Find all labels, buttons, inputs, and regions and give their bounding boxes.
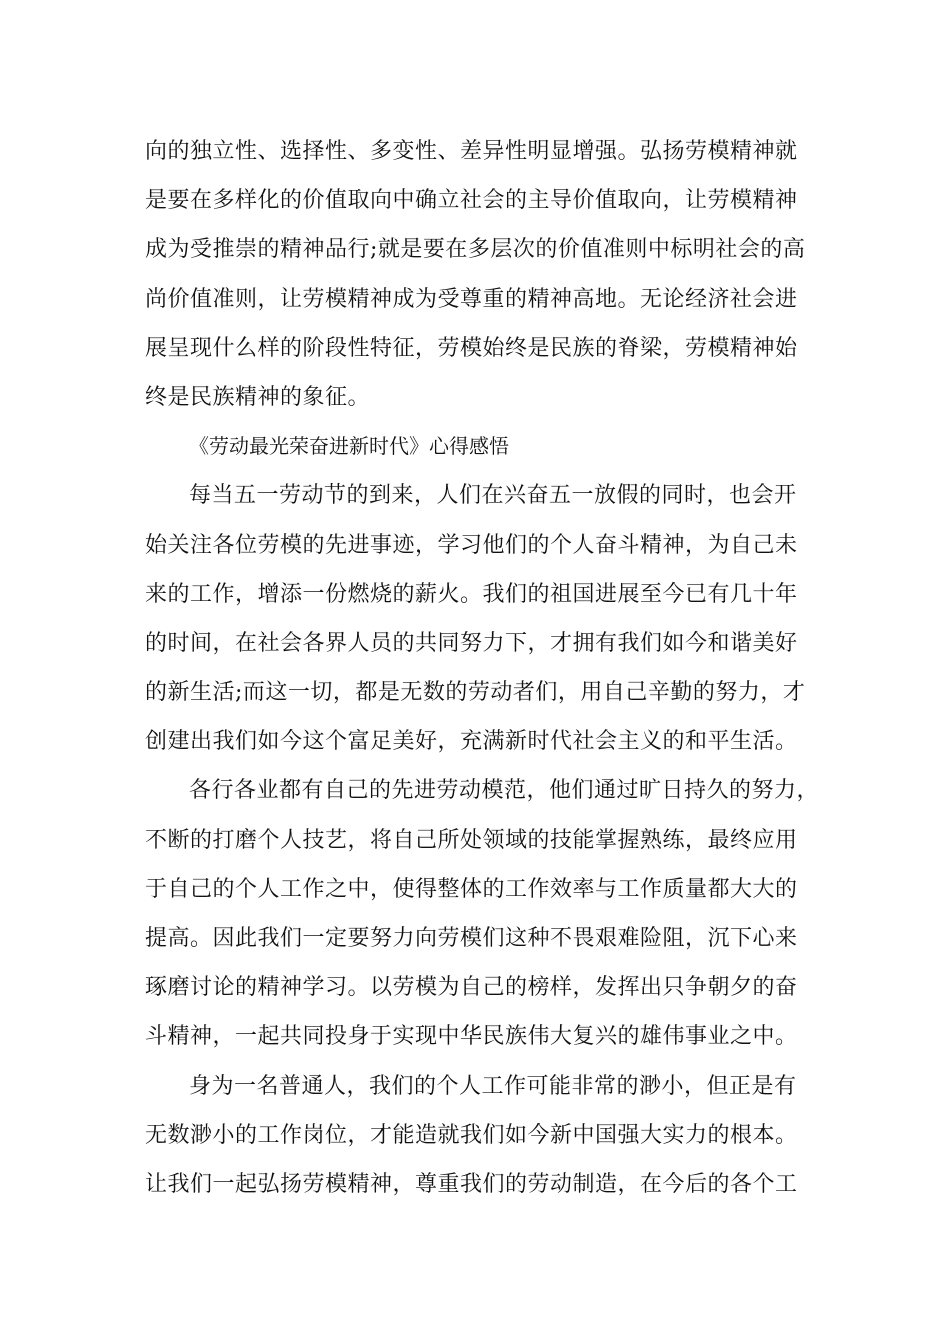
text-line: 提高。因此我们一定要努力向劳模们这种不畏艰难险阻，沉下心来 — [145, 926, 798, 951]
document-body — [145, 127, 835, 1209]
text-line: 每当五一劳动节的到来，人们在兴奋五一放假的同时，也会开 — [189, 483, 797, 509]
text-line: 是要在多样化的价值取向中确立社会的主导价值取向，让劳模精神 — [145, 188, 798, 214]
text-line: 的新生活;而这一切，都是无数的劳动者们，用自己辛勤的努力，才 — [145, 680, 806, 706]
text-line: 成为受推崇的精神品行;就是要在多层次的价值准则中标明社会的高 — [145, 237, 806, 263]
text-line: 不断的打磨个人技艺，将自己所处领域的技能掌握熟练，最终应用 — [145, 827, 798, 853]
text-line: 创建出我们如今这个富足美好，充满新时代社会主义的和平生活。 — [145, 729, 798, 755]
text-line: 展呈现什么样的阶段性特征，劳模始终是民族的脊梁，劳模精神始 — [145, 335, 798, 361]
text-line: 让我们一起弘扬劳模精神，尊重我们的劳动制造，在今后的各个工 — [145, 1171, 798, 1197]
text-line: 来的工作，增添一份燃烧的薪火。我们的祖国进展至今已有几十年 — [145, 581, 798, 607]
paragraph-may-day — [145, 471, 835, 766]
text-line: 琢磨讨论的精神学习。以劳模为自己的榜样，发挥出只争朝夕的奋 — [145, 975, 798, 1001]
paragraph-model-workers — [145, 766, 835, 1061]
section-title: 《劳动最光荣奋进新时代》心得感悟 — [189, 434, 509, 459]
paragraph-ordinary-people — [145, 1062, 835, 1210]
text-line: 终是民族精神的象征。 — [145, 384, 371, 410]
paragraph-continuation — [145, 127, 835, 422]
text-line: 尚价值准则，让劳模精神成为受尊重的精神高地。无论经济社会进 — [145, 286, 798, 312]
text-line: 向的独立性、选择性、多变性、差异性明显增强。弘扬劳模精神就 — [145, 139, 798, 164]
text-line: 始关注各位劳模的先进事迹，学习他们的个人奋斗精神，为自己未 — [145, 532, 798, 558]
text-line: 身为一名普通人，我们的个人工作可能非常的渺小，但正是有 — [189, 1073, 797, 1099]
text-line: 斗精神，一起共同投身于实现中华民族伟大复兴的雄伟事业之中。 — [145, 1024, 798, 1050]
text-line: 于自己的个人工作之中，使得整体的工作效率与工作质量都大大的 — [145, 876, 798, 902]
text-line: 各行各业都有自己的先进劳动模范，他们通过旷日持久的努力， — [189, 778, 820, 804]
text-line: 的时间，在社会各界人员的共同努力下，才拥有我们如今和谐美好 — [145, 630, 798, 656]
text-line: 无数渺小的工作岗位，才能造就我们如今新中国强大实力的根本。 — [145, 1122, 798, 1148]
